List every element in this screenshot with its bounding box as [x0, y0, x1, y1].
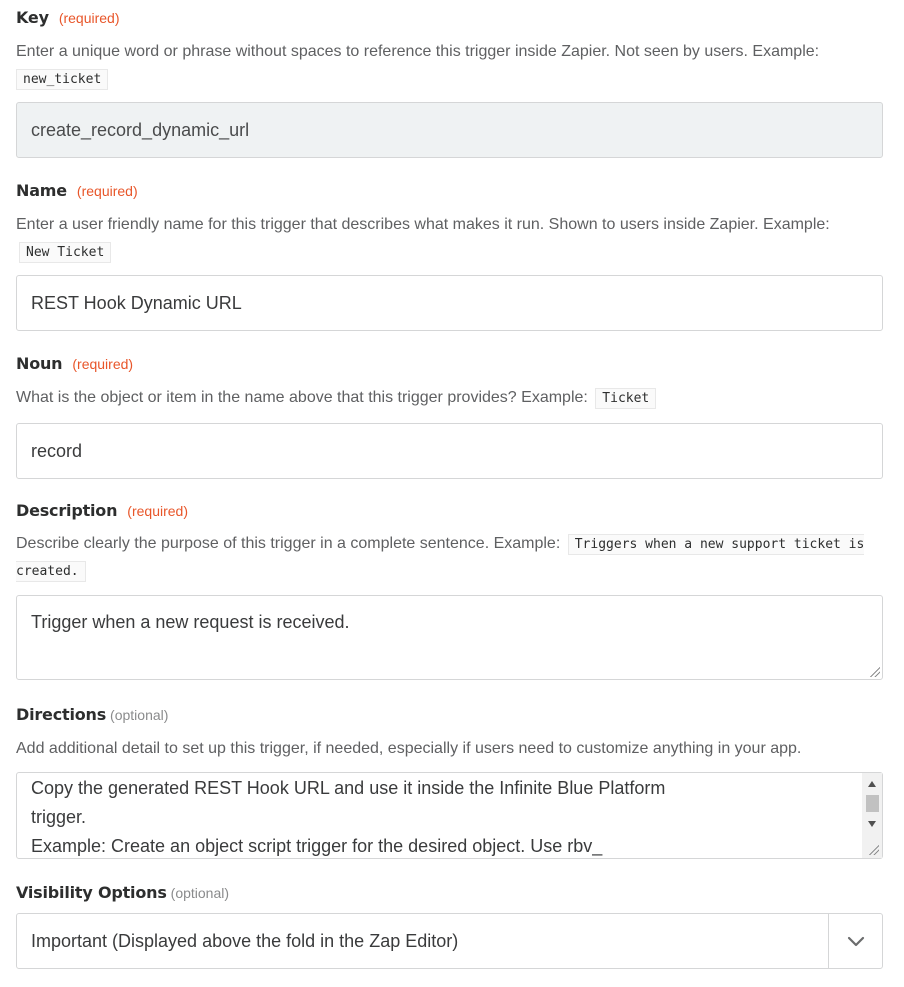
resize-grip-icon[interactable]: [868, 665, 880, 677]
name-example: New Ticket: [19, 242, 111, 263]
description-value: Trigger when a new request is received.: [31, 612, 350, 632]
noun-help-text: [16, 384, 883, 412]
scroll-down-arrow-icon[interactable]: [868, 821, 876, 827]
noun-example: Ticket: [595, 388, 656, 409]
visibility-label: Visibility Options: [16, 883, 167, 902]
name-help: Enter a user friendly name for this trigger that describes what makes it run. Shown to users inside Zapier. Example:: [16, 216, 830, 233]
name-label-row: [16, 181, 883, 203]
name-input[interactable]: REST Hook Dynamic URL: [16, 275, 883, 331]
directions-optional-tag: (optional): [110, 707, 169, 723]
noun-required-tag: (required): [72, 356, 134, 372]
description-field: [16, 501, 883, 680]
scrollbar-thumb[interactable]: [866, 795, 879, 812]
visibility-selected-value: Important (Displayed above the fold in the Zap Editor): [31, 930, 459, 951]
description-example: Triggers when a new support ticket is created.: [16, 534, 864, 582]
name-label: Name: [16, 181, 67, 200]
noun-field: [16, 354, 883, 479]
key-label: Key: [16, 8, 49, 27]
noun-label-row: [16, 354, 883, 376]
directions-textarea[interactable]: [16, 772, 883, 859]
key-example: new_ticket: [16, 69, 108, 90]
description-help-text: [16, 531, 878, 585]
visibility-label-row: [16, 883, 883, 905]
resize-grip-icon[interactable]: [867, 843, 879, 855]
directions-line: trigger.: [31, 807, 87, 827]
scroll-up-arrow-icon[interactable]: [868, 781, 876, 787]
key-input[interactable]: create_record_dynamic_url: [16, 102, 883, 158]
noun-input[interactable]: record: [16, 423, 883, 479]
directions-label-row: [16, 705, 883, 727]
name-help-text: [16, 211, 846, 266]
description-help: Describe clearly the purpose of this trigger in a complete sentence. Example:: [16, 535, 561, 552]
description-label: Description: [16, 501, 118, 520]
visibility-optional-tag: (optional): [170, 885, 230, 901]
key-field: [16, 8, 883, 158]
noun-help: What is the object or item in the name above that this trigger provides? Example:: [16, 389, 588, 406]
description-label-row: [16, 501, 883, 523]
directions-label: Directions: [16, 705, 107, 724]
visibility-dropdown-toggle[interactable]: [828, 914, 882, 968]
directions-line: Example: Create an object script trigger for the desired object. Use rbv_: [31, 836, 603, 856]
key-required-tag: (required): [58, 10, 120, 26]
key-label-row: [16, 8, 883, 30]
directions-field: [16, 705, 883, 859]
key-help-text: [16, 38, 883, 93]
directions-help: Add additional detail to set up this trigger, if needed, especially if users need to customize anything in your app.: [16, 740, 802, 757]
key-help: Enter a unique word or phrase without spaces to reference this trigger inside Zapier. Not seen by users. Example:: [16, 43, 820, 60]
visibility-field: [16, 883, 883, 969]
chevron-down-icon: [847, 936, 865, 947]
directions-value: [31, 774, 811, 858]
noun-label: Noun: [16, 354, 63, 373]
description-required-tag: (required): [127, 503, 188, 519]
name-required-tag: (required): [76, 183, 138, 199]
description-textarea[interactable]: [16, 595, 883, 680]
directions-scroll-area[interactable]: [17, 773, 882, 858]
visibility-select[interactable]: [16, 913, 883, 969]
name-field: [16, 181, 883, 331]
directions-line: Copy the generated REST Hook URL and use it inside the Infinite Blue Platform: [31, 778, 666, 798]
